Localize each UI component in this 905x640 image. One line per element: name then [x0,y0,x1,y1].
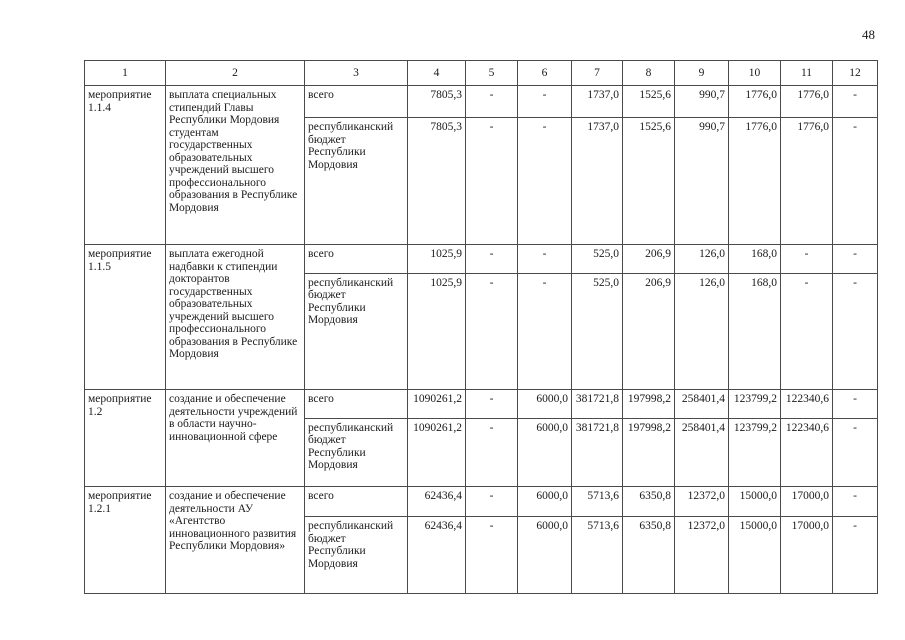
value-cell: - [781,273,833,390]
value-cell: 126,0 [675,245,729,273]
activity-description-cell: создание и обеспечение деятельности учреждений в области научно-инновационной сфере [166,390,305,487]
header-cell: 8 [623,61,675,86]
value-cell: 1025,9 [408,273,466,390]
value-cell: 206,9 [623,245,675,273]
header-cell: 1 [85,61,166,86]
value-cell: - [466,390,518,418]
value-cell: 1090261,2 [408,418,466,487]
value-cell: - [518,273,572,390]
value-cell: - [466,86,518,118]
value-cell: - [466,418,518,487]
value-cell: 6000,0 [518,418,572,487]
value-cell: 197998,2 [623,390,675,418]
funding-source-cell: всего [305,390,408,418]
header-cell: 10 [729,61,781,86]
value-cell: - [466,273,518,390]
value-cell: 123799,2 [729,390,781,418]
value-cell: 1776,0 [781,86,833,118]
header-cell: 7 [572,61,623,86]
value-cell: - [833,118,878,245]
value-cell: 1525,6 [623,86,675,118]
header-cell: 9 [675,61,729,86]
value-cell: - [466,517,518,594]
value-cell: - [833,487,878,517]
value-cell: 7805,3 [408,118,466,245]
funding-source-cell: республиканский бюджет Республики Мордовия [305,118,408,245]
value-cell: 6000,0 [518,517,572,594]
activity-description-cell: выплата ежегодной надбавки к стипендии докторантов государственных образовательных учреждений высшего профессионального образования в Республике Мордовия [166,245,305,390]
funding-source-cell: республиканский бюджет Республики Мордовия [305,517,408,594]
header-cell: 11 [781,61,833,86]
value-cell: - [518,245,572,273]
value-cell: 62436,4 [408,487,466,517]
value-cell: 6350,8 [623,487,675,517]
value-cell: 1776,0 [729,118,781,245]
value-cell: 15000,0 [729,487,781,517]
activity-name-cell: мероприятие 1.1.4 [85,86,166,245]
value-cell: 122340,6 [781,390,833,418]
value-cell: 381721,8 [572,418,623,487]
header-cell: 2 [166,61,305,86]
activity-description-cell: создание и обеспечение деятельности АУ «Агентство инновационного развития Республики Мордовия» [166,487,305,594]
value-cell: 525,0 [572,245,623,273]
value-cell: 6350,8 [623,517,675,594]
header-cell: 6 [518,61,572,86]
activity-name-cell: мероприятие 1.2.1 [85,487,166,594]
value-cell: 1025,9 [408,245,466,273]
value-cell: - [833,418,878,487]
header-cell: 12 [833,61,878,86]
funding-source-cell: республиканский бюджет Республики Мордовия [305,273,408,390]
value-cell: 1737,0 [572,118,623,245]
value-cell: - [833,86,878,118]
funding-source-cell: всего [305,487,408,517]
table-row [85,86,878,118]
value-cell: 1090261,2 [408,390,466,418]
value-cell: 197998,2 [623,418,675,487]
funding-source-cell: всего [305,245,408,273]
value-cell: - [833,517,878,594]
value-cell: - [466,118,518,245]
value-cell: 123799,2 [729,418,781,487]
value-cell: 126,0 [675,273,729,390]
value-cell: - [466,487,518,517]
value-cell: 122340,6 [781,418,833,487]
activity-description-cell: выплата специальных стипендий Главы Республики Мордовия студентам государственных образовательных учреждений высшего профессионального образования в Республике Мордовия [166,86,305,245]
value-cell: - [466,245,518,273]
value-cell: 525,0 [572,273,623,390]
value-cell: - [833,245,878,273]
value-cell: 5713,6 [572,517,623,594]
value-cell: 17000,0 [781,487,833,517]
header-cell: 5 [466,61,518,86]
value-cell: 258401,4 [675,390,729,418]
page-number: 48 [862,27,875,42]
value-cell: 990,7 [675,86,729,118]
activity-name-cell: мероприятие 1.1.5 [85,245,166,390]
value-cell: 12372,0 [675,517,729,594]
value-cell: 1525,6 [623,118,675,245]
activity-name-cell: мероприятие 1.2 [85,390,166,487]
value-cell: 990,7 [675,118,729,245]
table-body [85,61,878,594]
value-cell: - [833,273,878,390]
value-cell: 7805,3 [408,86,466,118]
header-cell: 3 [305,61,408,86]
budget-table [84,60,878,594]
value-cell: 6000,0 [518,390,572,418]
header-cell: 4 [408,61,466,86]
value-cell: 62436,4 [408,517,466,594]
value-cell: 258401,4 [675,418,729,487]
value-cell: 6000,0 [518,487,572,517]
value-cell: 1737,0 [572,86,623,118]
value-cell: - [781,245,833,273]
value-cell: 15000,0 [729,517,781,594]
funding-source-cell: республиканский бюджет Республики Мордовия [305,418,408,487]
header-row [85,61,878,86]
funding-source-cell: всего [305,86,408,118]
value-cell: 1776,0 [729,86,781,118]
value-cell: - [518,86,572,118]
value-cell: 168,0 [729,245,781,273]
value-cell: 206,9 [623,273,675,390]
table-row [85,487,878,517]
value-cell: - [833,390,878,418]
value-cell: 5713,6 [572,487,623,517]
value-cell: 381721,8 [572,390,623,418]
value-cell: 1776,0 [781,118,833,245]
value-cell: 12372,0 [675,487,729,517]
value-cell: - [518,118,572,245]
table-row [85,390,878,418]
value-cell: 168,0 [729,273,781,390]
table-row [85,245,878,273]
value-cell: 17000,0 [781,517,833,594]
